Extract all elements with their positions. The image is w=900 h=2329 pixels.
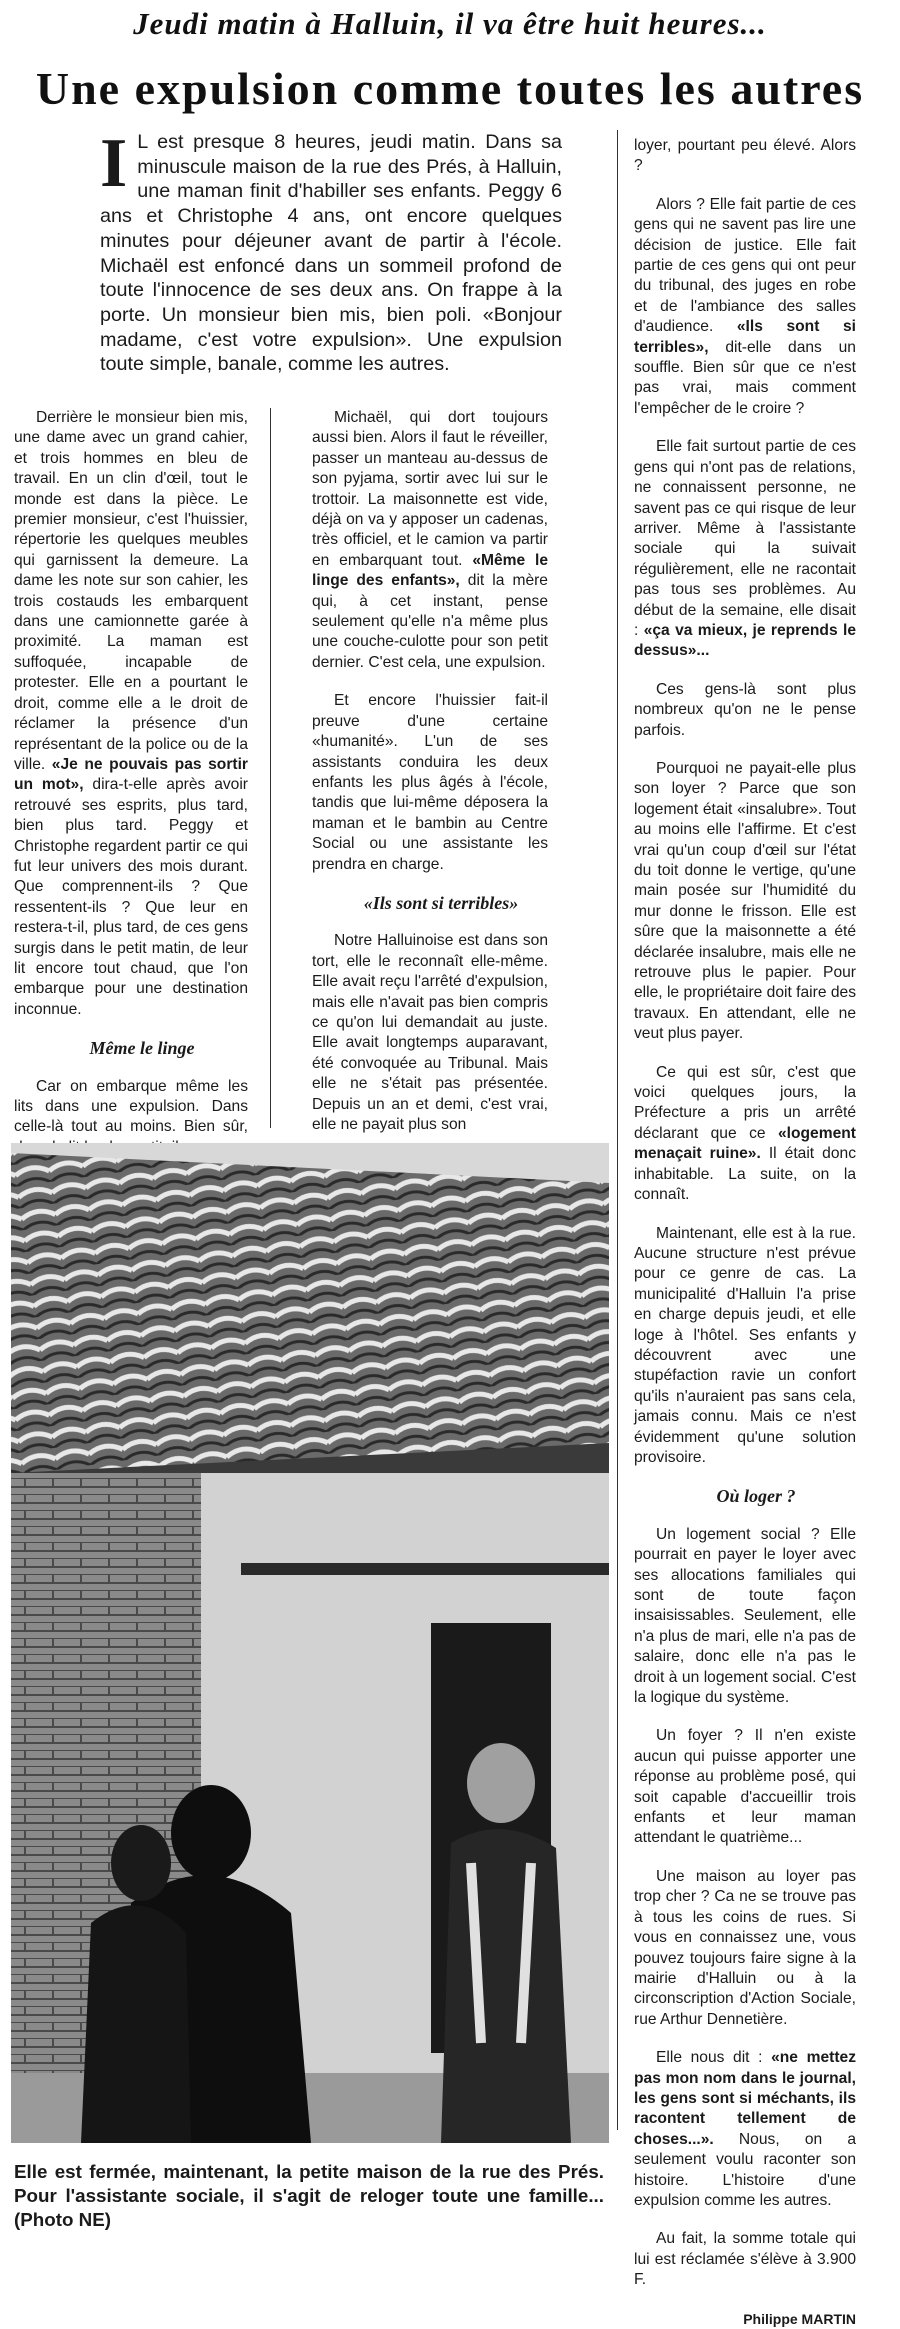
column-2 xyxy=(312,408,548,1153)
col2-p1-end: dit la mère qui, à cet instant, pense seulement qu'elle n'a même plus une couche-culotte pour son petit dernier. C'est cela, une expulsion. xyxy=(312,572,548,671)
col3-p10-end: Nous, on a seulement voulu raconter son histoire. L'histoire d'une expulsion comme les autres. xyxy=(634,2130,856,2209)
col3-subhead: Où loger ? xyxy=(716,1486,796,1507)
column-rule-1 xyxy=(270,408,271,1128)
col3-p10-quote: «ne mettez pas mon nom dans le journal, les gens sont si méchants, ils racontent tellement de choses...». xyxy=(634,2049,856,2148)
col3-paragraph-0: loyer, pourtant peu élevé. Alors ? xyxy=(634,137,856,175)
col3-p5-quote: «logement menaçait ruine». xyxy=(634,1124,856,1163)
person-body-3 xyxy=(441,1829,571,2143)
col3-paragraph-1 xyxy=(634,195,856,419)
col3-paragraph-6: Maintenant, elle est à la rue. Aucune structure n'est prévue pour ce genre de cas. La municipalité d'Halluin l'a prise en charge depuis jeudi, et elle loge à l'hôtel. Ses enfants y découvrent avec une stupéfaction ravie un confort qu'ils n'auraient pas sans cela, jamais connu. Mais ce n'est évidemment qu'une solution provisoire. xyxy=(634,1224,856,1466)
house-photo xyxy=(11,1143,609,2143)
col2-paragraph-1 xyxy=(312,408,548,673)
col1-paragraph-2: Car on embarque même les lits dans une expulsion. Dans celle-là tout au moins. Bien sûr, xyxy=(14,1077,248,1136)
headline: Une expulsion comme toutes les autres xyxy=(35,63,865,114)
person-head-1 xyxy=(171,1785,251,1881)
col1-paragraph-1 xyxy=(14,408,248,1020)
lead-paragraph xyxy=(100,125,562,377)
col3-paragraph-9: Une maison au loyer pas trop cher ? Ca ne se trouve pas à tous les coins de rues. Si vous en connaissez une, vous pouvez toujours faire signe à la mairie d'Halluin ou à la circonscription d'Action Sociale, rue Arthur Dennetière. xyxy=(634,1867,856,2028)
drop-cap: I xyxy=(100,125,128,202)
col3-p10-text: Elle nous dit : xyxy=(656,2049,763,2067)
col3-paragraph-11: Au fait, la somme totale qui lui est réclamée s'élève à 3.900 F. xyxy=(634,2230,856,2289)
col1-p1-end: dira-t-elle après avoir retrouvé ses esprits, plus tard, bien plus tard. Peggy et Christophe regardent partir ce qui fut leur univers des mois durant. Que comprennent-ils ? Que ressentent-ils ? Que leur en restera-t-il, plus tard, de ces gens surgis dans le petit matin, de leur lit encore tout chaud, que l'on embarque pour une destination inconnue. xyxy=(14,776,248,1018)
column-3 xyxy=(634,136,856,2329)
col1-subhead: Même le linge xyxy=(89,1038,195,1059)
col2-paragraph-2: Et encore l'huissier fait-il preuve d'une certaine «humanité». L'un de ses assistants conduira les deux enfants les plus âgés à l'école, tandis que lui-même déposera la maman et le bambin au Centre Social ou une assistante les prendra en charge. xyxy=(312,692,548,873)
col3-p2-text: Elle fait surtout partie de ces gens qui n'ont pas de relations, ne connaissent personne, ne savent pas ce qui risque de leur arriver. Même à l'assistante sociale qui la suivait régulièrement, elle ne racontait pas tous ses problèmes. Au début de la semaine, elle disait : xyxy=(634,438,856,639)
col3-paragraph-7: Un logement social ? Elle pourrait en payer le loyer avec ses allocations familiales qui sont de toute façon insaisissables. Seulement, elle n'a plus de mari, elle n'a pas de salaire, donc elle n'a pas le droit à un logement social. C'est la logique du système. xyxy=(634,1525,856,1707)
col3-p1-end: dit-elle dans un souffle. Bien sûr que ce n'est pas vrai, mais comment l'empêcher de le croire ? xyxy=(634,338,856,417)
col3-paragraph-10 xyxy=(634,2048,856,2211)
column-rule-2 xyxy=(617,130,618,2130)
col3-p5-end: Il était donc inhabitable. La suite, on la connaît. xyxy=(634,1145,856,1204)
col2-paragraph-3: Notre Halluinoise est dans son tort, elle le reconnaît elle-même. Elle avait reçu l'arrêté d'expulsion, mais elle n'avait pas bien compris ce qu'on lui demandait au juste. Elle avait longtemps auparavant, été convoquée au Tribunal. Mais elle ne s'était pas présentée. Depuis un an et demi, c'est vrai, elle ne payait plus son xyxy=(312,932,548,1133)
person-head-3 xyxy=(467,1743,535,1823)
col3-p2-quote: «ça va mieux, je reprends le dessus»... xyxy=(634,621,856,660)
gutter xyxy=(241,1563,609,1575)
col1-p1-text: Derrière le monsieur bien mis, une dame avec un grand cahier, et trois hommes en bleu de travail. En un clin d'œil, tout le monde est dans la pièce. Le premier monsieur, c'est l'huissier, répertorie les quelques meubles qui garnissent la demeure. La dame les note sur son cahier, les trois costauds les embarquent dans une camionnette garée à proximité. La maman est suffoquée, incapable de protester. Elle en a pourtant le droit, comme elle a le droit de réclamer la présence d'un représentant de la police ou de la ville. xyxy=(14,409,248,773)
col1-p1-quote: «Je ne pouvais pas sortir un mot», xyxy=(14,755,248,794)
photo-caption: Elle est fermée, maintenant, la petite maison de la rue des Prés. Pour l'assistante sociale, il s'agit de reloger toute une famille... (Photo NE) xyxy=(14,2161,604,2230)
byline-signature: Philippe MARTIN xyxy=(743,2310,856,2327)
col2-subhead: «Ils sont si terribles» xyxy=(363,892,519,913)
lead-text: L est presque 8 heures, jeudi matin. Dans sa minuscule maison de la rue des Prés, à Halluin, une maman finit d'habiller ses enfants. Peggy 6 ans et Christophe 4 ans, ont encore quelques minutes pour déjeuner avant de partir à l'école. Michaël est enfoncé dans un sommeil profond de toute l'innocence de ses deux ans. On frappe à la porte. Un monsieur bien mis, bien poli. «Bonjour madame, c'est votre expulsion». Une expulsion toute simple, banale, comme les autres. xyxy=(100,131,562,376)
kicker: Jeudi matin à Halluin, il va être huit heures... xyxy=(133,6,767,41)
col3-paragraph-8: Un foyer ? Il n'en existe aucun qui puisse apporter une réponse au problème posé, qui soit capable d'accueillir trois enfants et leur maman attendant le quatrième... xyxy=(634,1727,856,1847)
house-photo-drawing xyxy=(11,1143,609,2143)
col3-paragraph-4: Pourquoi ne payait-elle plus son loyer ? Parce que son logement était «insalubre». Tout au moins elle l'affirme. Et c'est vrai qu'un coup d'œil sur l'état du toit donne le vertige, qu'une main posée sur l'humidité du mur donne le frisson. Elle est sûre que la maisonnette a été déclarée insalubre, mais elle ne retrouve plus le papier. Pour elle, le propriétaire doit faire des travaux. En attendant, elle ne veut plus payer. xyxy=(634,759,856,1043)
person-head-2 xyxy=(111,1825,171,1901)
person-body-2 xyxy=(81,1905,191,2143)
col3-paragraph-2 xyxy=(634,437,856,661)
col2-p1-text: Michaël, qui dort toujours aussi bien. Alors il faut le réveiller, passer un manteau au-dessus de son pyjama, sortir avec lui sur le trottoir. La maisonnette est vide, déjà on va y apposer un cadenas, très officiel, et le camion va partir en embarquant tout. xyxy=(312,409,548,569)
col3-paragraph-5 xyxy=(634,1063,856,1206)
col3-p1-text: Alors ? Elle fait partie de ces gens qui ne savent pas lire une décision de justice. Elle fait partie de ces gens qui ont peur du tribunal, des juges en robe et de l'ambiance des salles d'audience. xyxy=(634,195,856,336)
col3-p5-text: Ce qui est sûr, c'est que voici quelques jours, la Préfecture a pris un arrêté déclarant que ce xyxy=(634,1063,856,1142)
col2-p1-quote: «Même le linge des enfants», xyxy=(312,551,549,590)
col3-paragraph-3: Ces gens-là sont plus nombreux qu'on ne le pense parfois. xyxy=(634,680,856,739)
col3-p1-quote: «Ils sont si terribles», xyxy=(634,318,856,356)
roof-tiles xyxy=(11,1153,609,1473)
column-1 xyxy=(14,408,248,1176)
